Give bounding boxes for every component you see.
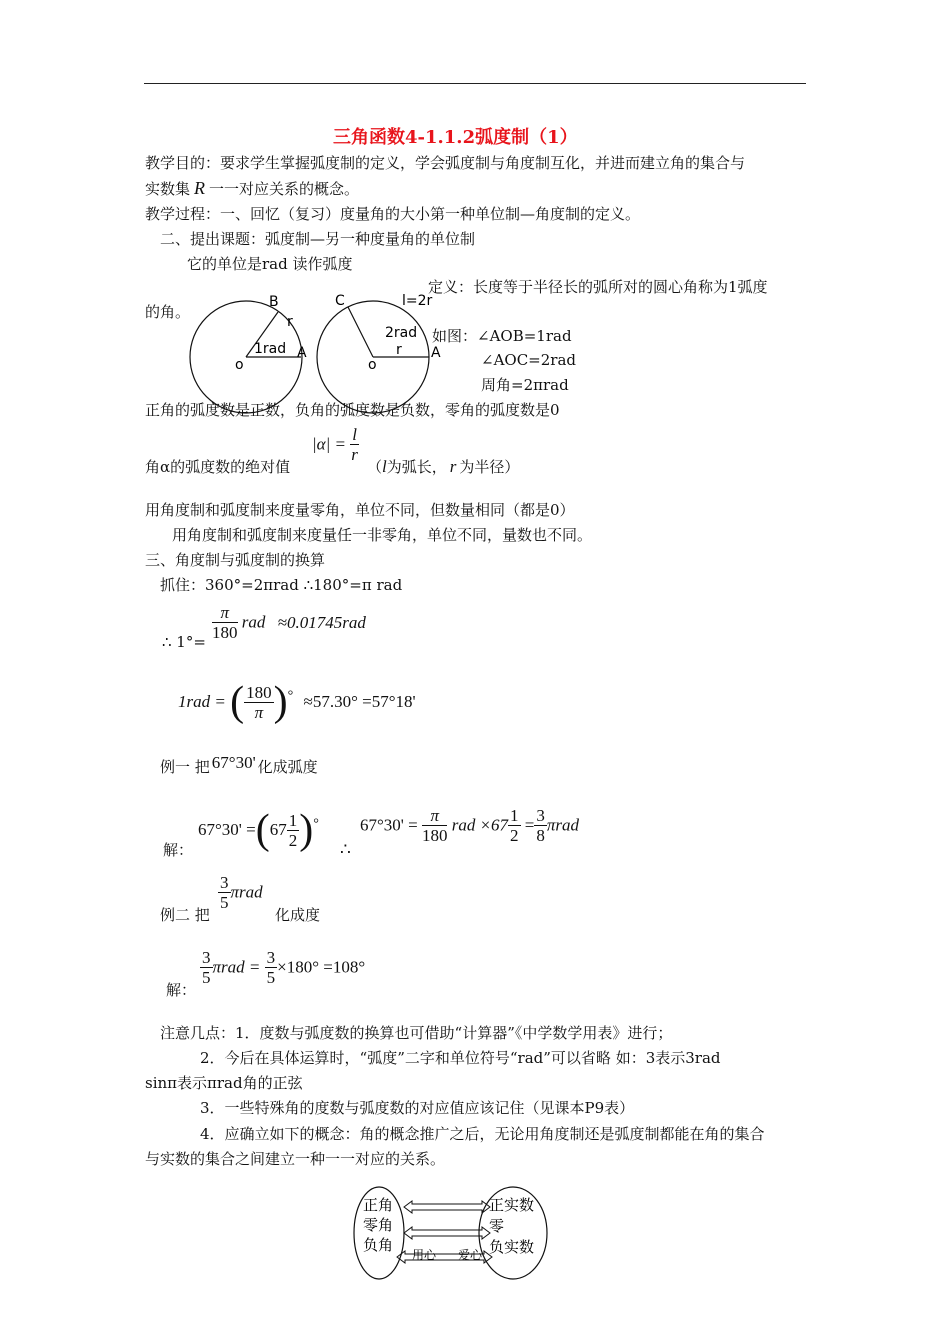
example-2-prompt-b: 化成度 [275, 906, 321, 924]
note-4-line-2: 与实数的集合之间建立一种一一对应的关系。 [145, 1150, 446, 1168]
abs-value-label: 角α的弧度数的绝对值 [145, 458, 291, 476]
note-3: 3．一些特殊角的度数与弧度数的对应值应该记住（见课本P9表） [200, 1099, 635, 1117]
abs-value-formula: |α| = $\frac{l}{r}$ [312, 425, 358, 464]
conversion-heading: 三、角度制与弧度制的换算 [145, 551, 326, 569]
solution-2-formula: $\frac{3}{5}$ πrad = $\frac{3}{5}$ ×180° =108° [202, 948, 366, 987]
nonzero-angle-line: 用角度制和弧度制来度量任一非零角，单位不同，量数也不同。 [172, 526, 593, 544]
goal-line-2: 实数集 R 一一对应关系的概念。 [145, 178, 360, 198]
label-zero-angle: 零角 [363, 1216, 394, 1234]
solution-1-part-b: 67°30' = $\frac{\pi}{180}$ rad ×67 $\frac{1}{2}$ = $\frac{3}{8}$ πrad [360, 806, 580, 845]
label-l-2r: l=2r [402, 293, 433, 309]
circle-2rad [317, 293, 441, 413]
label-negative-angle: 负角 [363, 1236, 394, 1254]
label-o-1: o [235, 357, 244, 373]
label-b: B [269, 294, 279, 310]
label-negative-real: 负实数 [489, 1238, 535, 1256]
angle-aob: 如图：∠AOB=1rad [432, 327, 572, 345]
process-line: 教学过程：一、回忆（复习）度量角的大小第一种单位制—角度制的定义。 [145, 205, 641, 223]
definition-line-2: 的角。 [145, 303, 191, 321]
radian-figures [180, 290, 460, 415]
label-a-1: A [297, 345, 307, 361]
unit-line: 它的单位是rad 读作弧度 [187, 255, 353, 273]
note-4-line-1: 4．应确立如下的概念：角的概念推广之后，无论用角度制还是弧度制都能在角的集合 [200, 1125, 765, 1143]
key-relation: 抓住：360°=2πrad ∴180°=π rad [160, 576, 403, 594]
full-angle: 周角=2πrad [481, 376, 569, 394]
angle-aoc: ∠AOC=2rad [481, 351, 577, 369]
sign-rule: 正角的弧度数是正数，负角的弧度数是负数，零角的弧度数是0 [145, 401, 560, 419]
note-1: 注意几点：1．度数与弧度数的换算也可借助“计算器”《中学数学用表》进行； [160, 1024, 673, 1042]
topic-line: 二、提出课题：弧度制—另一种度量角的单位制 [160, 230, 476, 248]
label-2rad: 2rad [385, 325, 418, 341]
one-degree-lead: ∴ 1°= [162, 633, 206, 651]
correspondence-diagram [350, 1185, 560, 1285]
solution-1-label: 解： [163, 841, 194, 859]
therefore-sign: ∴ [340, 840, 351, 860]
page-title: 三角函数4-1.1.2弧度制（1） [333, 127, 578, 148]
goal-line-1: 教学目的：要求学生掌握弧度制的定义，学会弧度制与角度制互化，并进而建立角的集合与 [145, 154, 746, 172]
example-2-prompt-a: 例二 把 [160, 906, 210, 924]
label-positive-angle: 正角 [363, 1196, 394, 1214]
label-zero-real: 零 [489, 1217, 505, 1235]
circle-1rad [190, 294, 307, 413]
label-c: C [335, 293, 345, 309]
one-degree-formula: $\frac{\pi}{180}$ rad ≈0.01745rad [212, 603, 366, 642]
label-r-2: r [396, 342, 402, 358]
label-o-2: o [368, 357, 377, 373]
header-rule [144, 83, 806, 84]
zero-angle-line: 用角度制和弧度制来度量零角，单位不同，但数量相同（都是0） [145, 501, 575, 519]
note-2: 2．今后在具体运算时，“弧度”二字和单位符号“rad”可以省略 如：3表示3rad [200, 1049, 721, 1067]
one-rad-formula: 1rad = ( $\frac{180}{\pi}$ )° ≈57.30° =57°18' [178, 679, 416, 725]
label-r-1: r [287, 314, 293, 330]
example-2-value: $\frac{3}{5}$ πrad [220, 873, 263, 912]
label-positive-real: 正实数 [489, 1196, 535, 1214]
definition-line-1: 定义：长度等于半径长的弧所对的圆心角称为1弧度 [428, 278, 768, 296]
solution-1-part-a: 67°30' =(67 $\frac{1}{2}$ )° [198, 807, 319, 853]
set-r-symbol: R [194, 178, 206, 198]
watermark-text-2: 爱心 [458, 1248, 483, 1262]
label-1rad: 1rad [254, 341, 287, 357]
abs-value-note: （l为弧长， r 为半径） [367, 457, 520, 476]
solution-2-label: 解： [166, 981, 197, 999]
example-1-prompt: 例一 把 67°30' 化成弧度 [160, 753, 318, 776]
label-a-2: A [431, 345, 441, 361]
watermark-text-1: 用心 [412, 1248, 437, 1262]
note-2-continued: sinπ表示πrad角的正弦 [145, 1074, 303, 1092]
